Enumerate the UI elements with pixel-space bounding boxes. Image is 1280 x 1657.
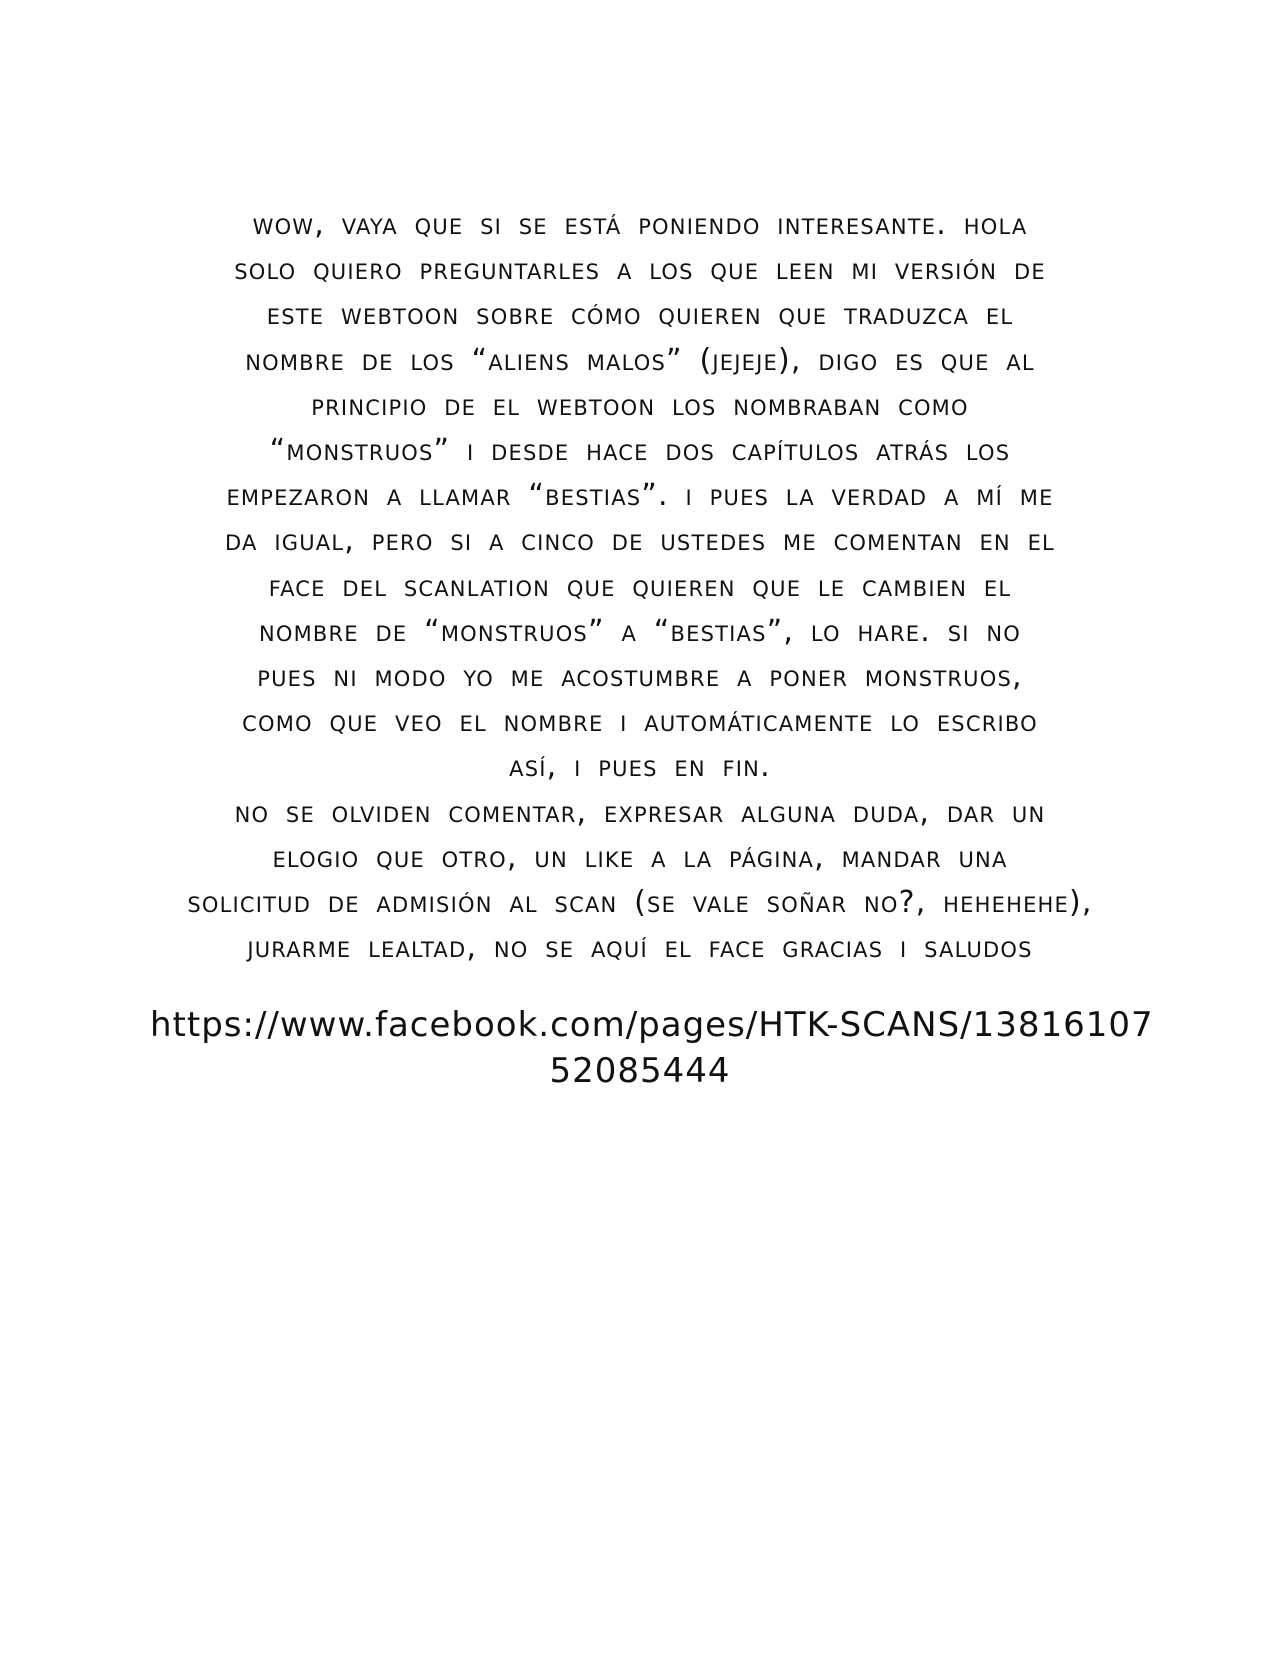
note-line: elogio que otro, un like a la página, mandar una [272,839,1008,875]
note-line: como que veo el nombre i automáticamente lo escribo [242,704,1038,740]
facebook-link-line-2: 52085444 [549,1051,731,1091]
note-line: wow, vaya que si se está poniendo interesante. hola [252,207,1028,242]
note-line: da igual, pero si a cinco de ustedes me comentan en el [225,523,1055,559]
note-line: así, i pues en fin. [509,749,771,785]
note-line: principio de el webtoon los nombraban como [311,387,969,423]
note-line: “monstruos” i desde hace dos capítulos atrás los [269,433,1011,469]
note-line: jurarme lealtad, no se aquí el face gracias i saludos [247,930,1033,966]
facebook-link [150,1002,1154,1094]
note-line: solo quiero preguntarles a los que leen mi versión de [234,252,1046,288]
note-line: nombre de “monstruos” a “bestias”, lo hare. si no [258,613,1022,649]
translator-note [180,202,1100,970]
note-line: face del scanlation que quieren que le cambien el [268,568,1012,604]
note-line: este webtoon sobre cómo quieren que traduzca el [266,297,1014,333]
note-line: nombre de los “aliens malos” (jejeje), digo es que al [245,342,1035,378]
note-line: solicitud de admisión al scan (se vale soñar no?, hehehehe), [187,885,1093,921]
note-line: empezaron a llamar “bestias”. i pues la verdad a mí me [226,478,1054,514]
note-line: no se olviden comentar, expresar alguna duda, dar un [234,794,1046,830]
note-line: pues ni modo yo me acostumbre a poner monstruos, [257,659,1023,695]
facebook-link-line-1: https://www.facebook.com/pages/HTK-SCANS/13816107 [150,1005,1154,1045]
